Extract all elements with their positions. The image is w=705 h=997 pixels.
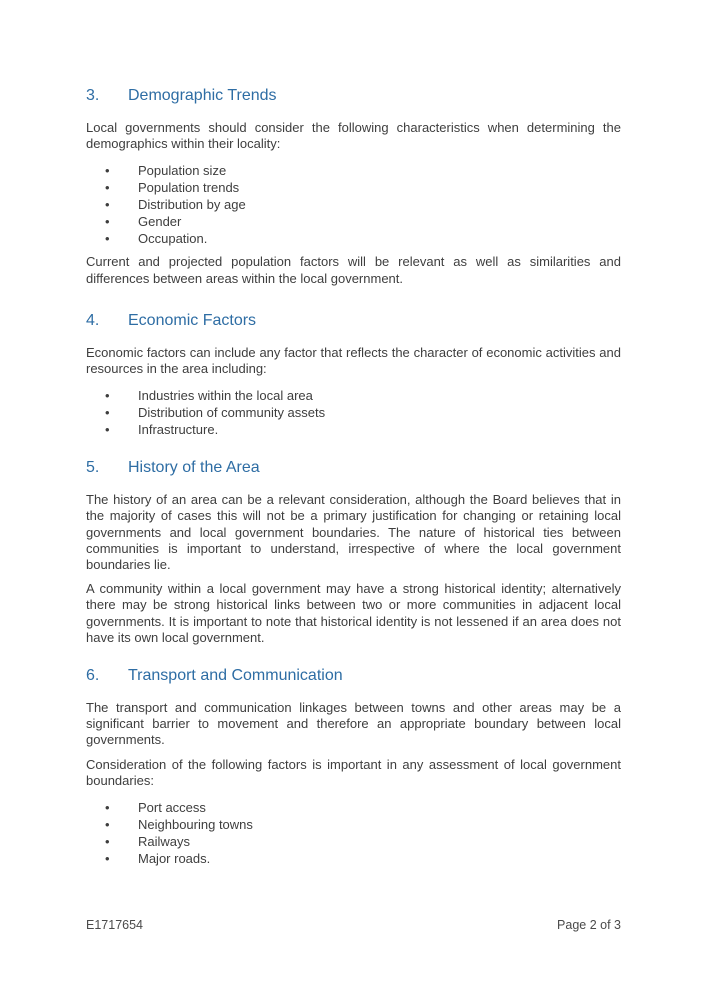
list-item-text: Railways bbox=[138, 834, 191, 850]
section-heading-economic-factors bbox=[86, 311, 621, 330]
bullet-icon: • bbox=[105, 163, 110, 179]
list-item-text: Neighbouring towns bbox=[138, 817, 253, 833]
bullet-list bbox=[86, 387, 621, 438]
section-number: 4. bbox=[86, 311, 100, 329]
bullet-list bbox=[86, 799, 621, 867]
bullet-icon: • bbox=[105, 800, 110, 816]
list-item bbox=[86, 196, 621, 213]
page-footer bbox=[86, 918, 621, 932]
paragraph: The transport and communication linkages between towns and other areas may be a significant barrier to movement and therefore an appropriate boundary between local governments. bbox=[86, 700, 621, 748]
list-item-text: Industries within the local area bbox=[138, 388, 313, 404]
list-item bbox=[86, 213, 621, 230]
section-title: History of the Area bbox=[128, 459, 260, 477]
page-number: Page 2 of 3 bbox=[557, 918, 621, 932]
list-item-text: Distribution of community assets bbox=[138, 405, 326, 421]
list-item-text: Major roads. bbox=[138, 851, 211, 867]
paragraph: Local governments should consider the following characteristics when determining the demographics within their locality: bbox=[86, 120, 621, 152]
section-heading-demographic-trends bbox=[86, 86, 621, 105]
list-item bbox=[86, 162, 621, 179]
list-item-text: Port access bbox=[138, 800, 206, 816]
list-item bbox=[86, 404, 621, 421]
bullet-list bbox=[86, 162, 621, 247]
list-item-text: Population size bbox=[138, 163, 227, 179]
paragraph: Consideration of the following factors is important in any assessment of local government boundaries: bbox=[86, 756, 621, 788]
paragraph: The history of an area can be a relevant consideration, although the Board believes that in the majority of cases this will not be a primary justification for changing or retaining local governments and local government boundaries. The nature of historical ties between communities is important to understand, irrespective of where the local government boundaries lie. bbox=[86, 492, 621, 573]
section-number: 3. bbox=[86, 87, 100, 104]
bullet-icon: • bbox=[105, 817, 110, 833]
bullet-icon: • bbox=[105, 834, 110, 850]
list-item bbox=[86, 833, 621, 850]
list-item bbox=[86, 816, 621, 833]
list-item-text: Distribution by age bbox=[138, 197, 246, 213]
section-title: Economic Factors bbox=[128, 311, 257, 329]
list-item bbox=[86, 421, 621, 438]
section-title: Transport and Communication bbox=[128, 667, 343, 685]
paragraph: Economic factors can include any factor that reflects the character of economic activities and resources in the area including: bbox=[86, 344, 621, 377]
bullet-icon: • bbox=[105, 405, 110, 421]
bullet-icon: • bbox=[105, 851, 110, 867]
bullet-icon: • bbox=[105, 180, 110, 196]
list-item bbox=[86, 850, 621, 867]
section-title: Demographic Trends bbox=[128, 87, 277, 104]
bullet-icon: • bbox=[105, 231, 110, 247]
section-heading-transport-and-communication bbox=[86, 666, 621, 685]
document-number: E1717654 bbox=[86, 918, 144, 932]
section-number: 6. bbox=[86, 667, 100, 685]
list-item bbox=[86, 387, 621, 404]
bullet-icon: • bbox=[105, 422, 110, 438]
section-number: 5. bbox=[86, 459, 100, 477]
list-item bbox=[86, 230, 621, 247]
list-item-text: Population trends bbox=[138, 180, 240, 196]
paragraph: A community within a local government may have a strong historical identity; alternatively there may be strong historical links between two or more communities in adjacent local governments. It is important to note that historical identity is not lessened if an area does not have its own local government. bbox=[86, 581, 621, 645]
bullet-icon: • bbox=[105, 197, 110, 213]
list-item-text: Gender bbox=[138, 214, 182, 230]
list-item-text: Infrastructure. bbox=[138, 422, 219, 438]
paragraph: Current and projected population factors will be relevant as well as similarities and differences between areas within the local government. bbox=[86, 254, 621, 286]
list-item bbox=[86, 179, 621, 196]
list-item-text: Occupation. bbox=[138, 231, 208, 247]
bullet-icon: • bbox=[105, 388, 110, 404]
list-item bbox=[86, 799, 621, 816]
document-content bbox=[86, 0, 621, 867]
section-heading-history-of-the-area bbox=[86, 458, 621, 477]
bullet-icon: • bbox=[105, 214, 110, 230]
